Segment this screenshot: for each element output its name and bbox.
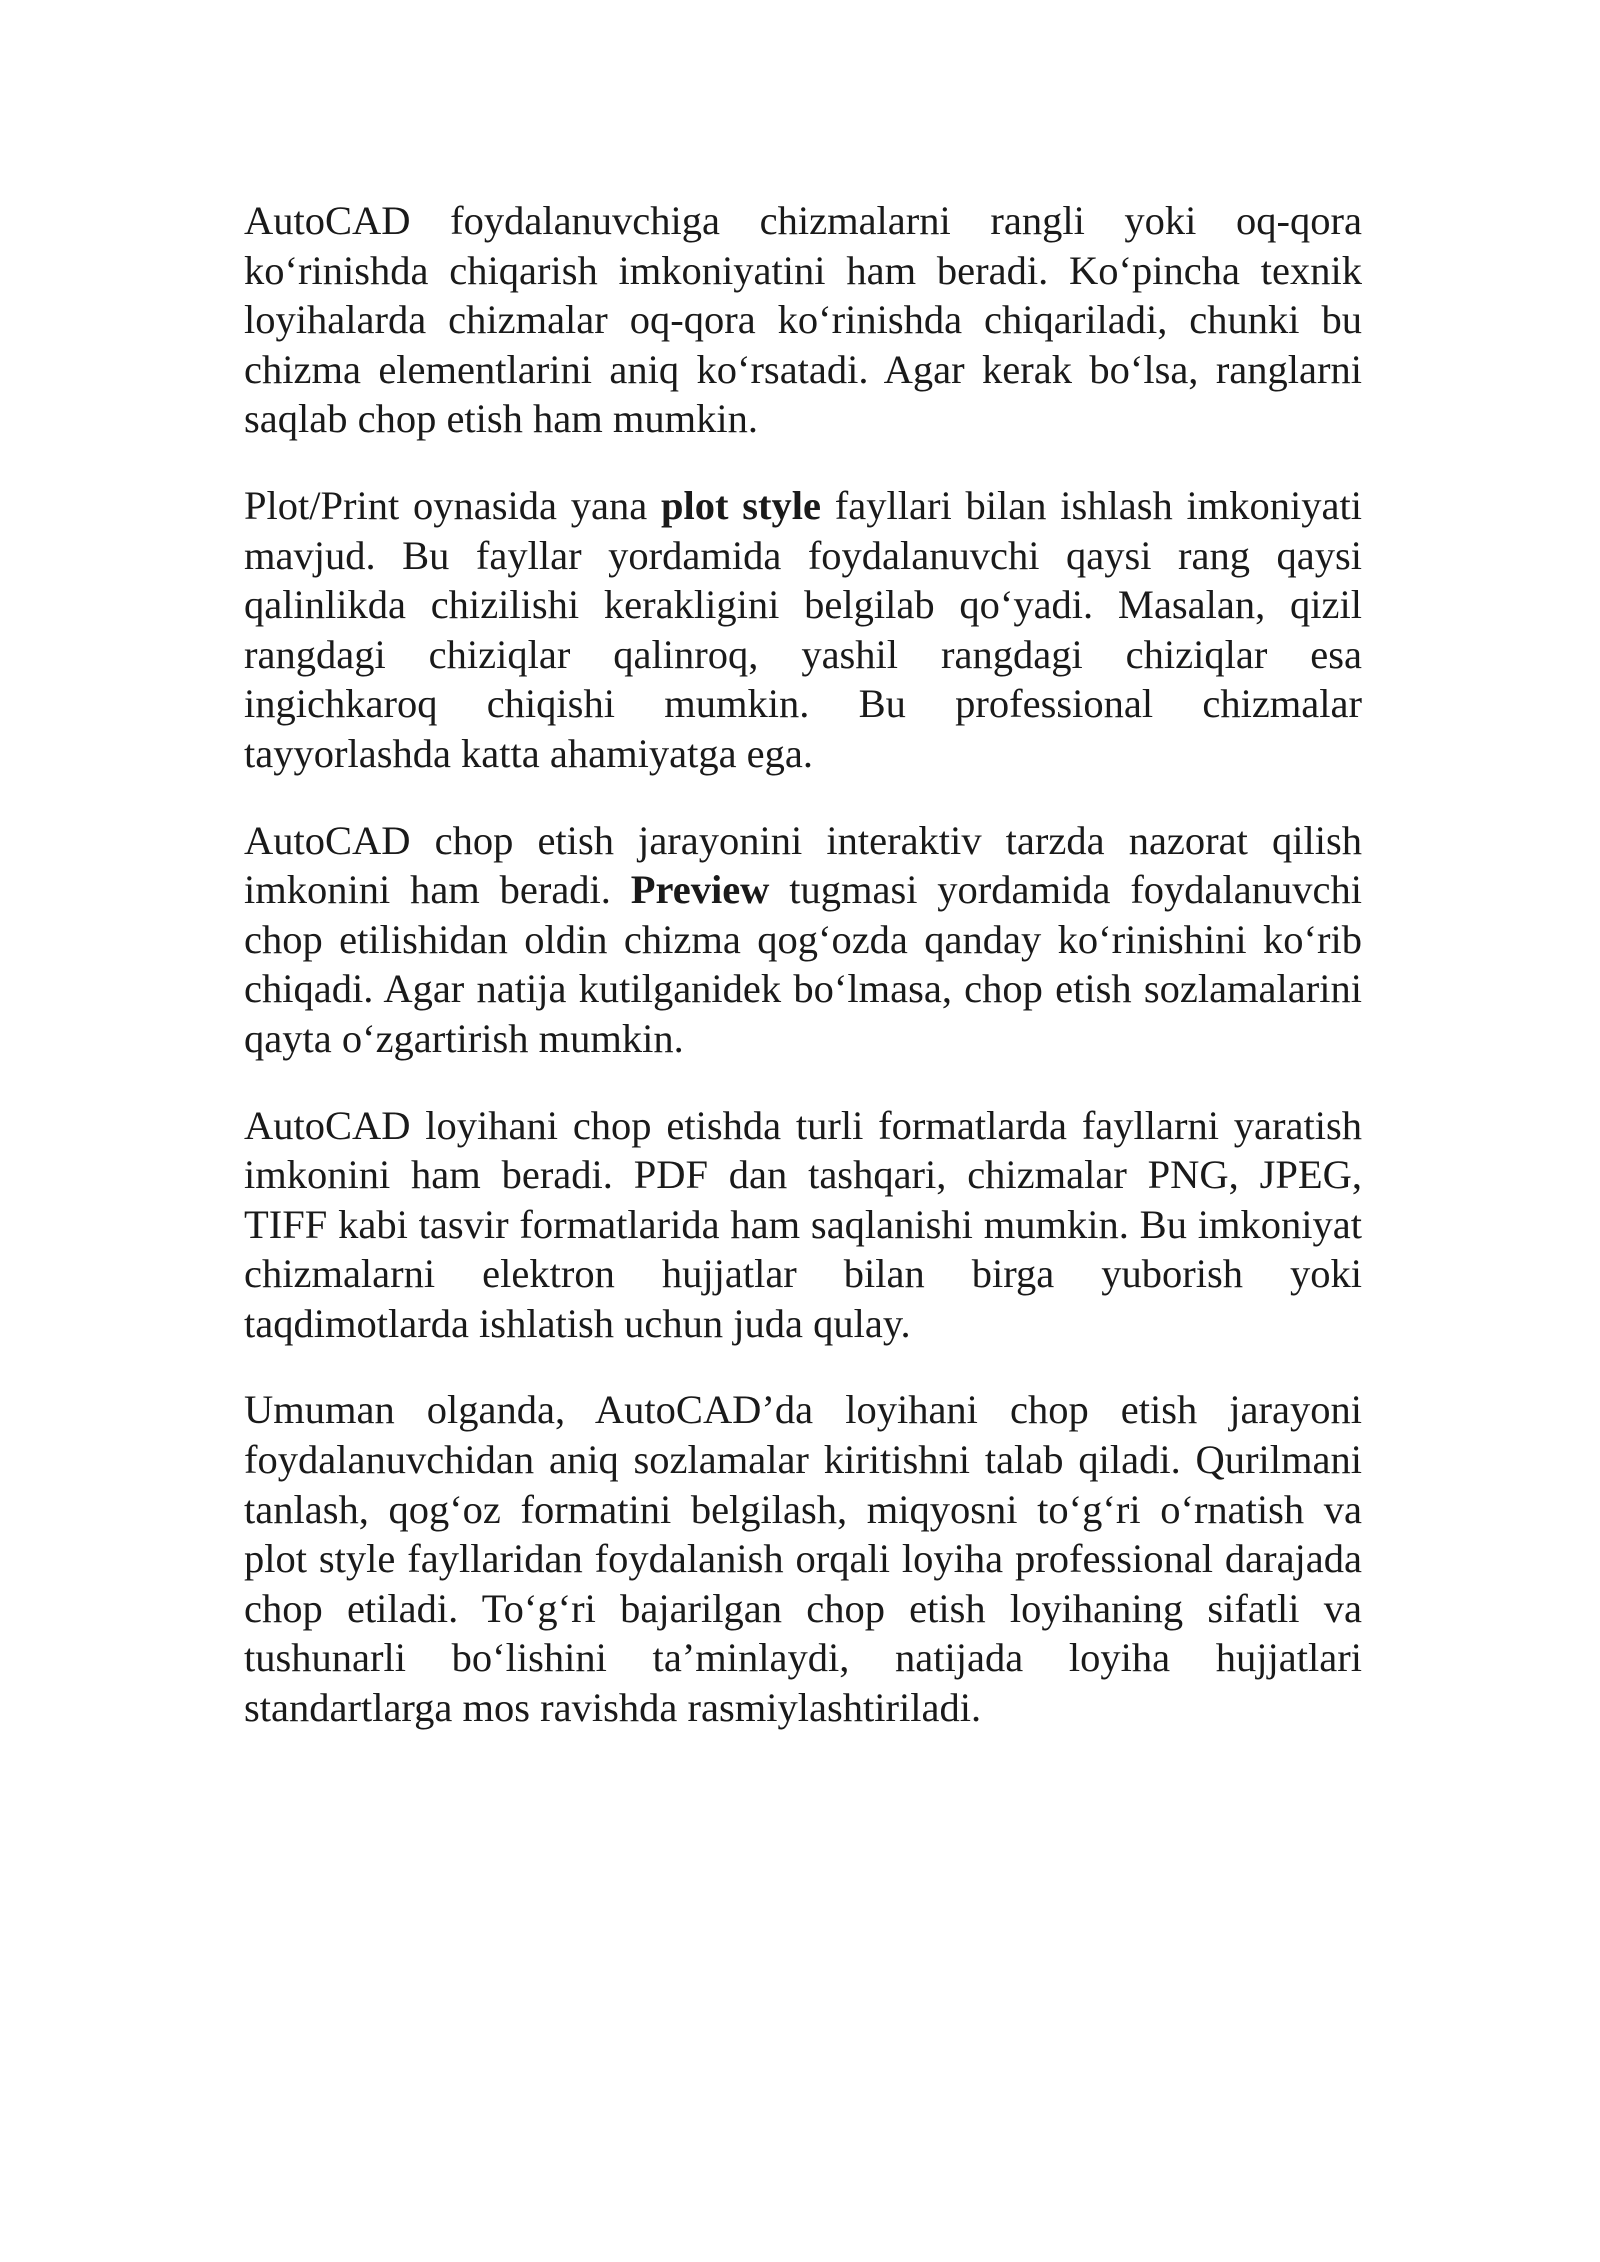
- text-run: Plot/Print oynasida yana: [244, 482, 662, 528]
- paragraph-file-formats: [244, 1101, 1362, 1349]
- text-run: tugmasi yordamida foydalanuvchi chop etilishidan oldin chizma qog‘ozda qanday ko‘rinishini ko‘rib chiqadi. Agar natija kutilganidek bo‘lmasa, chop etish sozlamalarini qayta o‘zgartirish mumkin.: [244, 867, 1362, 1061]
- text-run: AutoCAD loyihani chop etishda turli formatlarda fayllarni yaratish imkonini ham beradi. PDF dan tashqari, chizmalar PNG, JPEG, TIFF kabi tasvir formatlarida ham saqlanishi mumkin. Bu imkoniyat chizmalarni elektron hujjatlar bilan birga yuborish yoki taqdimotlarda ishlatish uchun juda qulay.: [244, 1102, 1362, 1346]
- document-page: [244, 196, 1362, 1770]
- paragraph-plot-style: [244, 481, 1362, 779]
- text-run: AutoCAD foydalanuvchiga chizmalarni rangli yoki oq-qora ko‘rinishda chiqarish imkoniyatini ham beradi. Ko‘pincha texnik loyihalarda chizmalar oq-qora ko‘rinishda chiqariladi, chunki bu chizma elementlarini aniq ko‘rsatadi. Agar kerak bo‘lsa, ranglarni saqlab chop etish ham mumkin.: [244, 198, 1362, 442]
- text-run: AutoCAD chop etish jarayonini interaktiv tarzda nazorat qilish imkonini ham beradi.: [244, 817, 1362, 913]
- text-run: fayllari bilan ishlash imkoniyati mavjud. Bu fayllar yordamida foydalanuvchi qaysi rang qaysi qalinlikda chizilishi kerakligini belgilab qo‘yadi. Masalan, qizil rangdagi chiziqlar qalinroq, yashil rangdagi chiziqlar esa ingichkaroq chiqishi mumkin. Bu professional chizmalar tayyorlashda katta ahamiyatga ega.: [244, 482, 1362, 776]
- bold-term-preview: Preview: [630, 867, 770, 913]
- bold-term-plot-style: plot style: [661, 482, 822, 528]
- paragraph-conclusion: [244, 1385, 1362, 1732]
- paragraph-color-output: [244, 196, 1362, 444]
- paragraph-preview: [244, 816, 1362, 1064]
- text-run: Umuman olganda, AutoCAD’da loyihani chop etish jarayoni foydalanuvchidan aniq sozlamalar kiritishni talab qiladi. Qurilmani tanlash, qog‘oz formatini belgilash, miqyosni to‘g‘ri o‘rnatish va plot style fayllaridan foydalanish orqali loyiha professional darajada chop etiladi. To‘g‘ri bajarilgan chop etish loyihaning sifatli va tushunarli bo‘lishini ta’minlaydi, natijada loyiha hujjatlari standartlarga mos ravishda rasmiylashtiriladi.: [244, 1387, 1362, 1731]
